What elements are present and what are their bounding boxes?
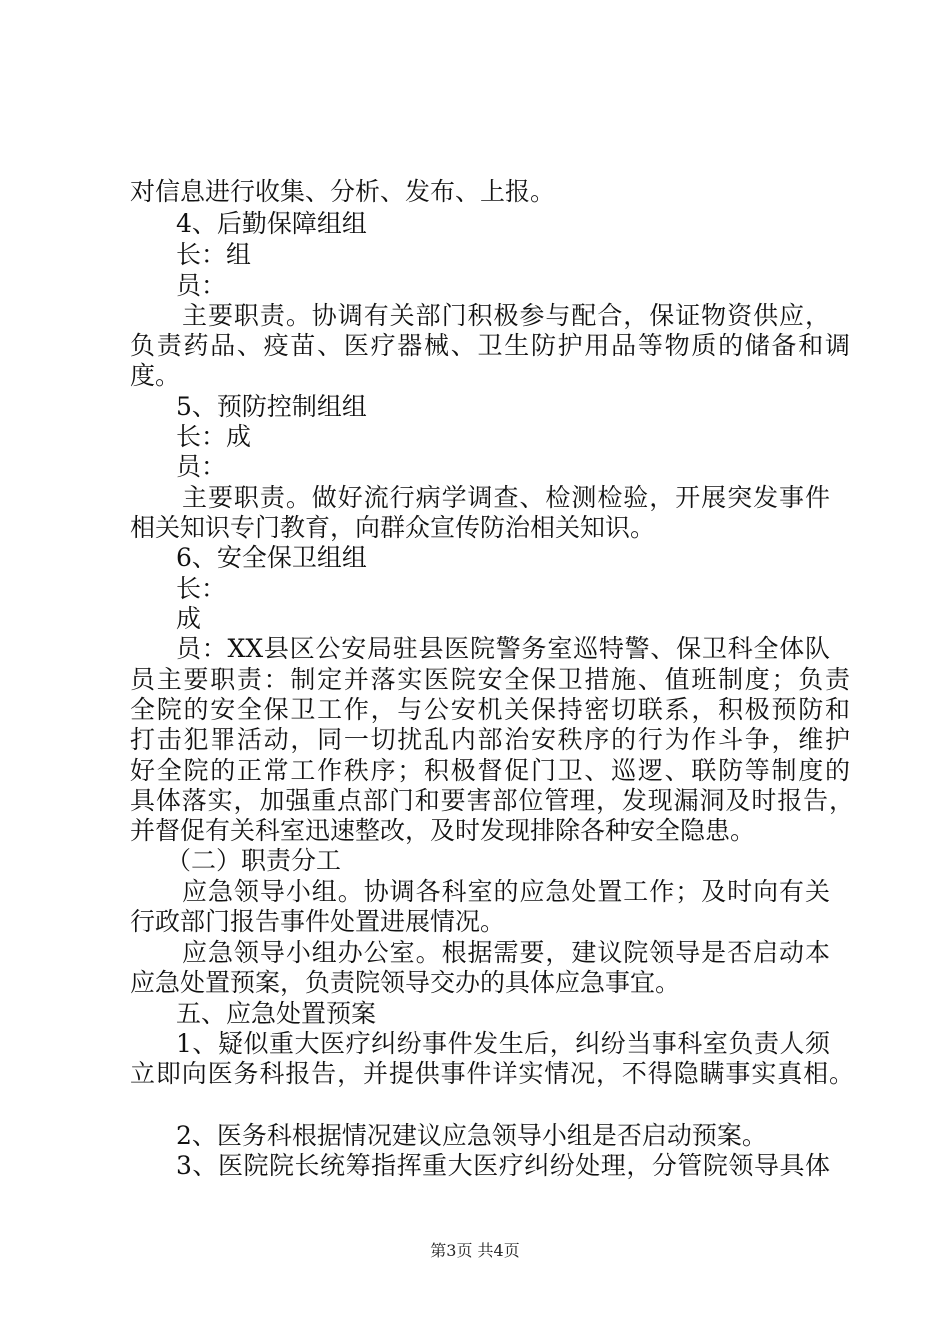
text-line: 应急领导小组办公室。根据需要，建议院领导是否启动本 [182, 938, 830, 967]
text-line: 3、医院院长统筹指挥重大医疗纠纷处理，分管院领导具体 [176, 1151, 830, 1180]
section-heading: 五、应急处置预案 [176, 999, 377, 1028]
text-line: 员：XX县区公安局驻县医院警务室巡特警、保卫科全体队 [176, 634, 830, 663]
text-line: 好全院的正常工作秩序；积极督促门卫、巡逻、联防等制度的 [130, 756, 850, 785]
text-line: 长：成 [176, 422, 252, 451]
text-line: 负责药品、疫苗、医疗器械、卫生防护用品等物质的储备和调 [130, 331, 850, 360]
text-line: 立即向医务科报告，并提供事件详实情况，不得隐瞒事实真相。 [130, 1059, 854, 1088]
text-line: 度。 [130, 361, 181, 390]
section-heading: （二）职责分工 [166, 846, 342, 875]
text-line: 全院的安全保卫工作，与公安机关保持密切联系，积极预防和 [130, 695, 850, 724]
text-line: 员主要职责：制定并落实医院安全保卫措施、值班制度；负责 [130, 665, 850, 694]
text-line: 并督促有关科室迅速整改，及时发现排除各种安全隐患。 [130, 816, 756, 845]
text-line: 员： [176, 271, 227, 300]
section-heading: 5、预防控制组组 [176, 392, 367, 421]
text-line: 1、疑似重大医疗纠纷事件发生后，纠纷当事科室负责人须 [176, 1029, 830, 1058]
text-line: 对信息进行收集、分析、发布、上报。 [130, 177, 556, 206]
text-line: 应急处置预案，负责院领导交办的具体应急事宜。 [130, 968, 681, 997]
text-line: 打击犯罪活动，同一切扰乱内部治安秩序的行为作斗争，维护 [130, 725, 850, 754]
text-line: 主要职责。协调有关部门积极参与配合，保证物资供应， [182, 301, 830, 330]
page-number: 第3页 共4页 [430, 1241, 520, 1260]
text-line: 相关知识专门教育，向群众宣传防治相关知识。 [130, 513, 656, 542]
section-heading: 4、后勤保障组组 [176, 209, 367, 238]
text-line: 主要职责。做好流行病学调查、检测检验，开展突发事件 [182, 483, 830, 512]
text-line: 2、医务科根据情况建议应急领导小组是否启动预案。 [176, 1121, 767, 1150]
text-line: 具体落实，加强重点部门和要害部位管理，发现漏洞及时报告， [130, 786, 854, 815]
text-line: 成 [176, 604, 202, 633]
text-line: 应急领导小组。协调各科室的应急处置工作；及时向有关 [182, 877, 830, 906]
text-line: 员： [176, 452, 227, 481]
text-line: 长： [176, 574, 227, 603]
text-line: 行政部门报告事件处置进展情况。 [130, 907, 506, 936]
text-line: 长：组 [176, 240, 252, 269]
section-heading: 6、安全保卫组组 [176, 543, 367, 572]
